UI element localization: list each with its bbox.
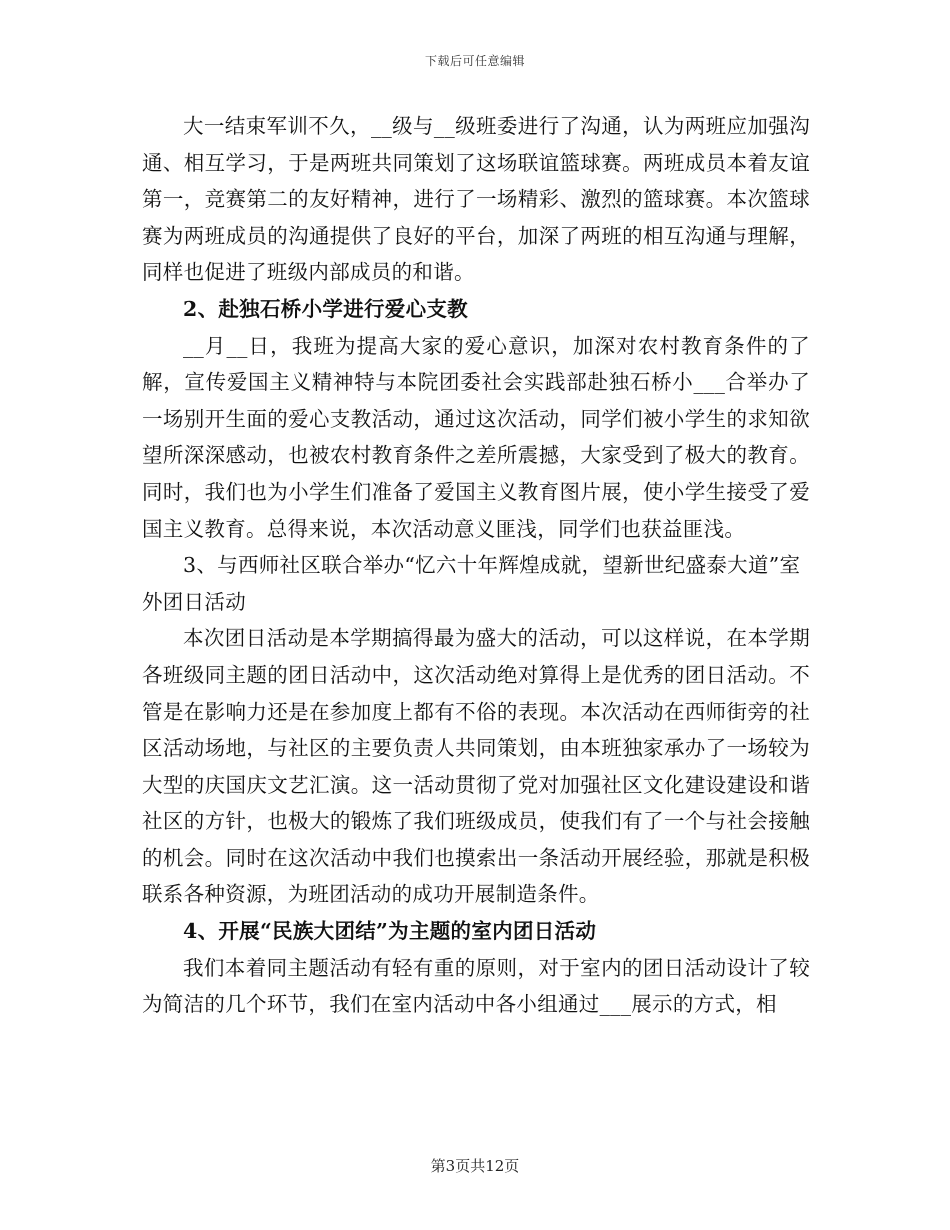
paragraph-indoor-activity: 我们本着同主题活动有轻有重的原则，对于室内的团日活动设计了较为简洁的几个环节，我们在室内活动中各小组通过___展示的方式，相 <box>142 955 810 1017</box>
header-note: 下载后可任意编辑 <box>424 54 525 68</box>
paragraph-basketball: 大一结束军训不久，__级与__级班委进行了沟通，认为两班应加强沟通、相互学习，于是两班共同策划了这场联谊篮球赛。两班成员本着友谊第一，竞赛第二的友好精神，进行了一场精彩、激烈的篮球赛。本次篮球赛为两班成员的沟通提供了良好的平台，加深了两班的相互沟通与理解，同样也促进了班级内部成员的和谐。 <box>142 114 810 285</box>
heading-indoor-activity: 4、开展“民族大团结”为主题的室内团日活动 <box>183 919 597 944</box>
paragraph-volunteer-teaching: __月__日，我班为提高大家的爱心意识，加深对农村教育条件的了解，宣传爱国主义精神特与本院团委社会实践部赴独石桥小___合举办了一场别开生面的爱心支教活动，通过这次活动，同学们被小学生的求知欲望所深深感动，也被农村教育条件之差所震撼，大家受到了极大的教育。同时，我们也为小学生们准备了爱国主义教育图片展，使小学生接受了爱国主义教育。总得来说，本次活动意义匪浅，同学们也获益匪浅。 <box>142 333 810 541</box>
paragraph-community-activity: 本次团日活动是本学期搞得最为盛大的活动，可以这样说，在本学期各班级同主题的团日活动中，这次活动绝对算得上是优秀的团日活动。不管是在影响力还是在参加度上都有不俗的表现。本次活动在西师街旁的社区活动场地，与社区的主要负责人共同策划，由本班独家承办了一场较为大型的庆国庆文艺汇演。这一活动贯彻了党对加强社区文化建设建设和谐社区的方针，也极大的锻炼了我们班级成员，使我们有了一个与社会接触的机会。同时在这次活动中我们也摸索出一条活动开展经验，那就是积极联系各种资源，为班团活动的成功开展制造条件。 <box>142 626 810 907</box>
heading-volunteer-teaching: 2、赴独石桥小学进行爱心支教 <box>183 296 468 321</box>
heading-community-activity: 3、与西师社区联合举办“忆六十年辉煌成就，望新世纪盛泰大道”室外团日活动 <box>142 553 801 614</box>
page-number: 第3页共12页 <box>430 1157 520 1175</box>
document-body <box>142 108 810 1023</box>
